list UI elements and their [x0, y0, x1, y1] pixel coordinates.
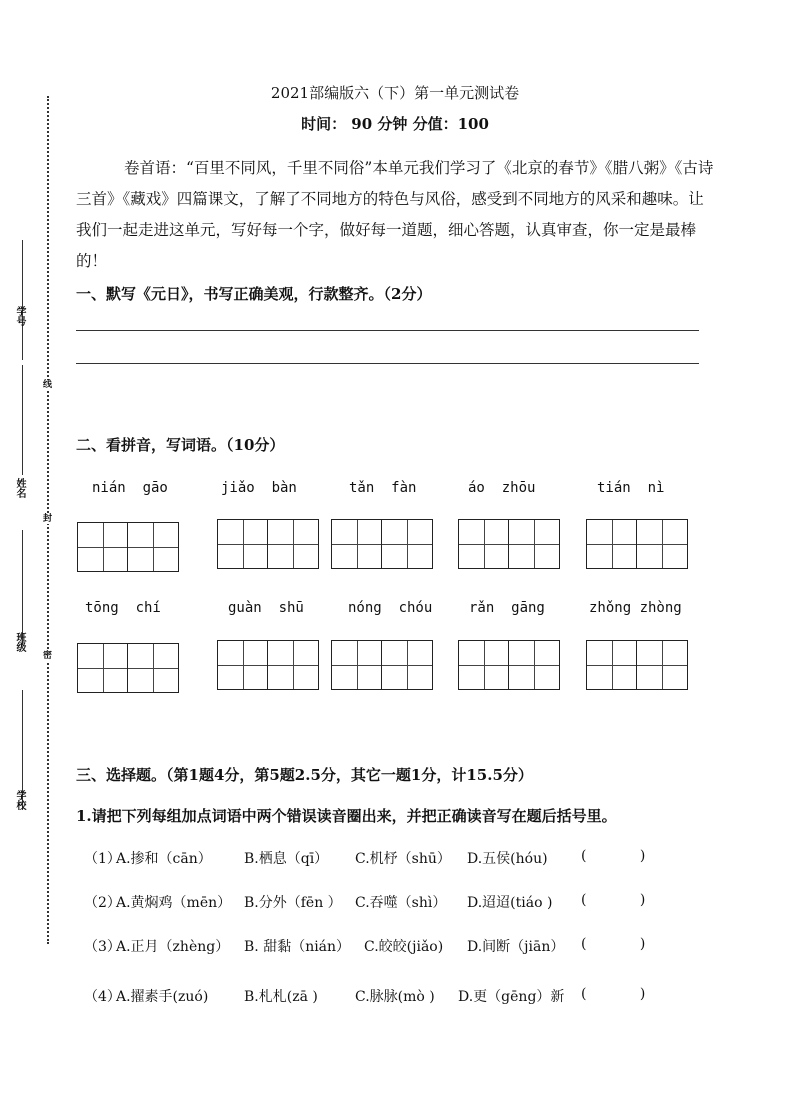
intro-paragraph: 卷首语：“百里不同风，千里不同俗”本单元我们学习了《北京的春节》《腊八粥》《古诗三首》《藏戏》四篇课文，了解了不同地方的特色与风俗，感受到不同地方的风采和趣味。让我们一起走进这单元，写好每一个字，做好每一道题，细心答题，认真审查，你一定是最棒的！ [76, 159, 714, 270]
option-c[interactable]: C.吞噬（shì） [355, 895, 447, 911]
page-title: 2021部编版六（下）第一单元测试卷 [270, 84, 520, 102]
answer-parentheses[interactable]: ( ) [581, 892, 646, 908]
option-b[interactable]: B.栖息（qī） [244, 851, 329, 867]
option-a[interactable]: A.黄焖鸡（mēn） [116, 895, 232, 911]
pinyin-label: jiǎo bàn [221, 480, 297, 496]
pinyin-label: nóng chóu [348, 600, 433, 616]
option-d[interactable]: D.更（gēng）新 [458, 989, 565, 1005]
option-row-4 [84, 986, 646, 1098]
section-3-title: 三、选择题。（第1题4分，第5题2.5分，其它一题1分，计15.5分） [76, 766, 533, 784]
tianzige-box[interactable] [586, 640, 688, 690]
class-blank [22, 530, 23, 645]
pinyin-label: tián nì [597, 480, 665, 496]
pinyin-label: nián gāo [92, 480, 168, 496]
binding-mark-seal: 封 [43, 514, 53, 524]
tianzige-box[interactable] [77, 643, 179, 693]
option-d[interactable]: D.间断（jiān） [467, 939, 565, 955]
answer-line[interactable] [76, 363, 699, 364]
section-1-title: 一、默写《元日》，书写正确美观，行款整齐。（2分） [76, 285, 432, 303]
option-a[interactable]: A.擢素手(zuó) [116, 989, 209, 1005]
tianzige-box[interactable] [331, 519, 433, 569]
option-c[interactable]: C.脉脉(mò ) [355, 989, 435, 1005]
option-c[interactable]: C.机杼（shū） [355, 851, 451, 867]
option-b[interactable]: B.分外（fēn ） [244, 895, 342, 911]
student-id-label: 学号 [14, 306, 25, 326]
student-id-blank [22, 240, 23, 360]
answer-line[interactable] [76, 330, 699, 331]
item-number: （2） [84, 895, 121, 911]
option-b[interactable]: B. 甜黏（nián） [244, 939, 351, 955]
item-number: （3） [84, 939, 121, 955]
item-number: （4） [84, 989, 121, 1005]
option-a[interactable]: A.正月（zhèng） [116, 939, 230, 955]
tianzige-box[interactable] [77, 522, 179, 572]
tianzige-box[interactable] [217, 519, 319, 569]
tianzige-box[interactable] [586, 519, 688, 569]
tianzige-box[interactable] [458, 519, 560, 569]
pinyin-label: tǎn fàn [349, 480, 417, 496]
answer-parentheses[interactable]: ( ) [581, 848, 646, 864]
option-a[interactable]: A.掺和（cān） [116, 851, 212, 867]
pinyin-label: áo zhōu [468, 480, 536, 496]
pinyin-label: rǎn gāng [469, 600, 545, 616]
binding-mark-line: 线 [43, 380, 53, 390]
pinyin-label: zhǒng zhòng [589, 600, 682, 616]
tianzige-box[interactable] [331, 640, 433, 690]
item-number: （1） [84, 851, 121, 867]
tianzige-box[interactable] [458, 640, 560, 690]
answer-parentheses[interactable]: ( ) [581, 986, 646, 1002]
binding-mark-secret: 密 [43, 651, 53, 661]
option-d[interactable]: D.五侯(hóu) [467, 851, 548, 867]
section-2-title: 二、看拼音，写词语。（10分） [76, 436, 285, 454]
option-b[interactable]: B.札札(zā ) [244, 989, 318, 1005]
question-1-title: 1.请把下列每组加点词语中两个错误读音圈出来，并把正确读音写在题后括号里。 [76, 807, 617, 825]
pinyin-label: tōng chí [85, 600, 161, 616]
option-d[interactable]: D.迢迢(tiáo ) [467, 895, 553, 911]
exam-info: 时间： 90 分钟 分值：100 [301, 115, 489, 133]
name-label: 姓名 [14, 478, 25, 498]
school-label: 学校 [14, 790, 25, 810]
name-blank [22, 365, 23, 475]
class-label: 班级 [14, 632, 25, 652]
pinyin-label: guàn shū [228, 600, 304, 616]
answer-parentheses[interactable]: ( ) [581, 936, 646, 952]
tianzige-box[interactable] [217, 640, 319, 690]
option-c[interactable]: C.皎皎(jiǎo) [364, 939, 444, 955]
